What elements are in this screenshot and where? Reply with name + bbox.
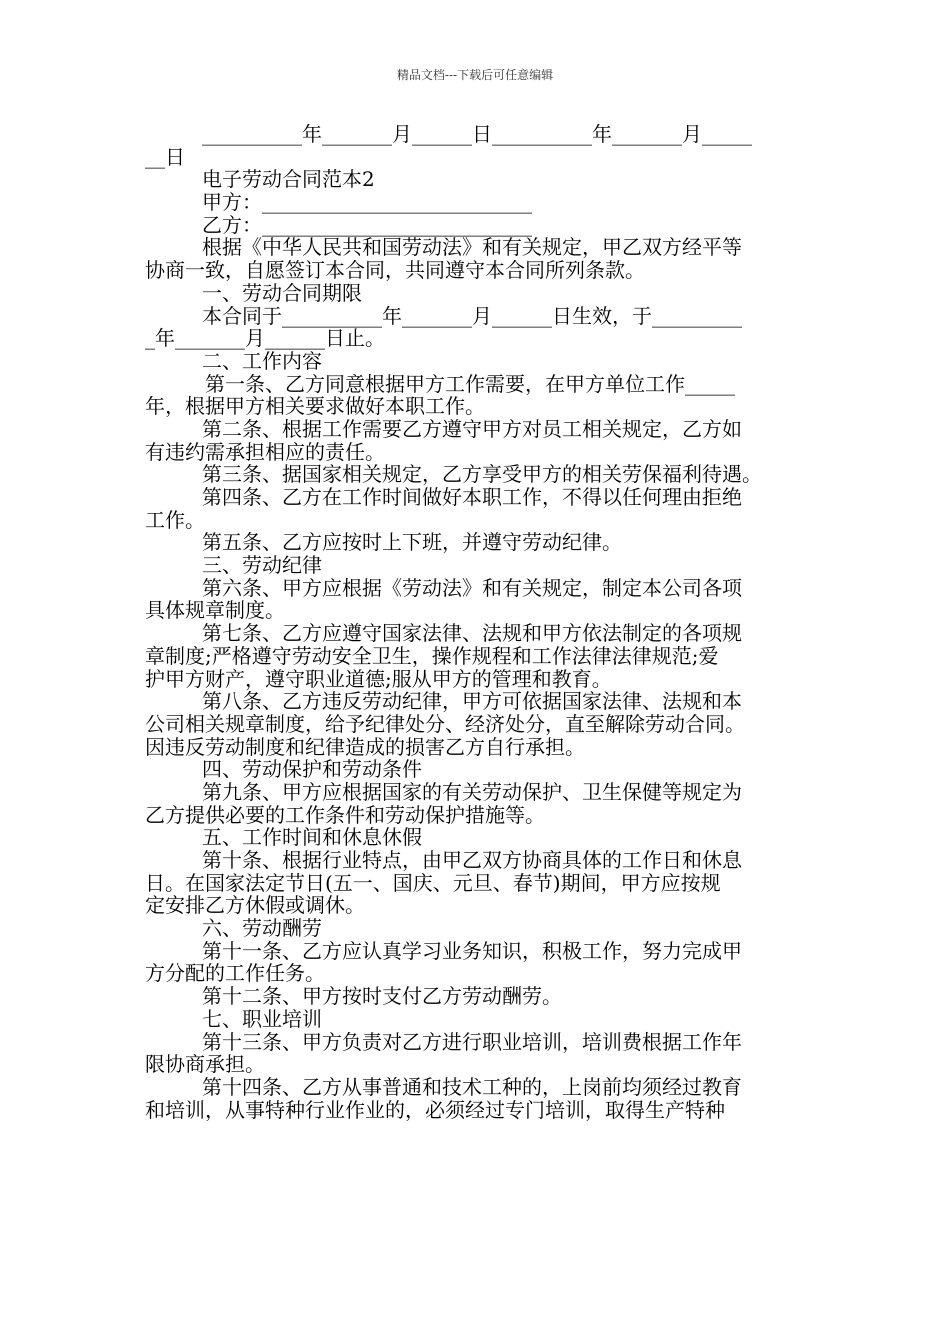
article-line: 第五条、乙方应按时上下班，并遵守劳动纪律。 — [202, 530, 622, 555]
section-heading: 二、工作内容 — [202, 348, 322, 373]
section-heading: 五、工作时间和休息休假 — [202, 825, 422, 850]
paragraph-line: 本合同于__________年_______月______日生效，于_________ — [202, 303, 742, 328]
article-line: 有违约需承担相应的责任。 — [145, 439, 385, 464]
preamble-line: 根据《中华人民共和国劳动法》和有关规定，甲乙双方经平等 — [202, 235, 742, 260]
article-line: 第十二条、甲方按时支付乙方劳动酬劳。 — [202, 984, 562, 1009]
article-line: 第六条、甲方应根据《劳动法》和有关规定，制定本公司各项 — [202, 575, 742, 600]
article-line: 方分配的工作任务。 — [145, 961, 325, 986]
article-line: 第九条、甲方应根据国家的有关劳动保护、卫生保健等规定为 — [202, 779, 742, 804]
section-heading: 三、劳动纪律 — [202, 553, 322, 578]
date-line-continued: __日 — [145, 144, 185, 169]
section-heading: 四、劳动保护和劳动条件 — [202, 757, 422, 782]
document-title: 电子劳动合同范本2 — [202, 167, 375, 192]
article-line: 第一条、乙方同意根据甲方工作需要，在甲方单位工作_____ — [205, 371, 735, 396]
date-line: __________年_______月______日__________年_______月_____ — [202, 122, 752, 146]
article-line: 第三条、据国家相关规定，乙方享受甲方的相关劳保福利待遇。 — [202, 462, 762, 487]
article-line: 章制度;严格遵守劳动安全卫生，操作规程和工作法律法律规范;爱 — [145, 643, 719, 668]
article-line: 乙方提供必要的工作条件和劳动保护措施等。 — [145, 802, 545, 827]
party-a-field: 甲方：___________________________ — [202, 190, 532, 215]
article-line: 年，根据甲方相关要求做好本职工作。 — [145, 394, 485, 419]
preamble-line: 协商一致，自愿签订本合同，共同遵守本合同所列条款。 — [145, 258, 645, 283]
article-line: 和培训，从事特种行业作业的，必须经过专门培训，取得生产特种 — [145, 1097, 725, 1122]
article-line: 第十条、根据行业特点，由甲乙双方协商具体的工作日和休息 — [202, 848, 742, 872]
page-header: 精品文档---下载后可任意编辑 — [396, 68, 554, 82]
article-line: 公司相关规章制度，给予纪律处分、经济处分，直至解除劳动合同。 — [145, 711, 745, 736]
article-line: 第十三条、甲方负责对乙方进行职业培训，培训费根据工作年 — [202, 1029, 742, 1054]
paragraph-line: _年_______月______日止。 — [145, 326, 385, 351]
section-heading: 六、劳动酬劳 — [202, 916, 322, 941]
section-heading: 七、职业培训 — [202, 1006, 322, 1031]
article-line: 第四条、乙方在工作时间做好本职工作，不得以任何理由拒绝 — [202, 485, 742, 509]
article-line: 因违反劳动制度和纪律造成的损害乙方自行承担。 — [145, 734, 585, 759]
document-body — [145, 123, 835, 1121]
article-line: 第十一条、乙方应认真学习业务知识，积极工作，努力完成甲 — [202, 938, 742, 963]
section-heading: 一、劳动合同期限 — [202, 280, 362, 305]
article-line: 工作。 — [145, 507, 205, 532]
article-line: 日。在国家法定节日(五一、国庆、元旦、春节)期间，甲方应按规 — [145, 870, 721, 895]
article-line: 第二条、根据工作需要乙方遵守甲方对员工相关规定，乙方如 — [202, 416, 742, 441]
article-line: 第八条、乙方违反劳动纪律，甲方可依据国家法律、法规和本 — [202, 689, 742, 714]
article-line: 第十四条、乙方从事普通和技术工种的，上岗前均须经过教育 — [202, 1074, 742, 1099]
article-line: 第七条、乙方应遵守国家法律、法规和甲方依法制定的各项规 — [202, 621, 742, 646]
article-line: 定安排乙方休假或调休。 — [145, 893, 365, 918]
article-line: 限协商承担。 — [145, 1052, 265, 1077]
article-line: 具体规章制度。 — [145, 598, 285, 623]
article-line: 护甲方财产，遵守职业道德;服从甲方的管理和教育。 — [145, 666, 612, 691]
party-b-field: 乙方：___________________________ — [202, 212, 532, 237]
